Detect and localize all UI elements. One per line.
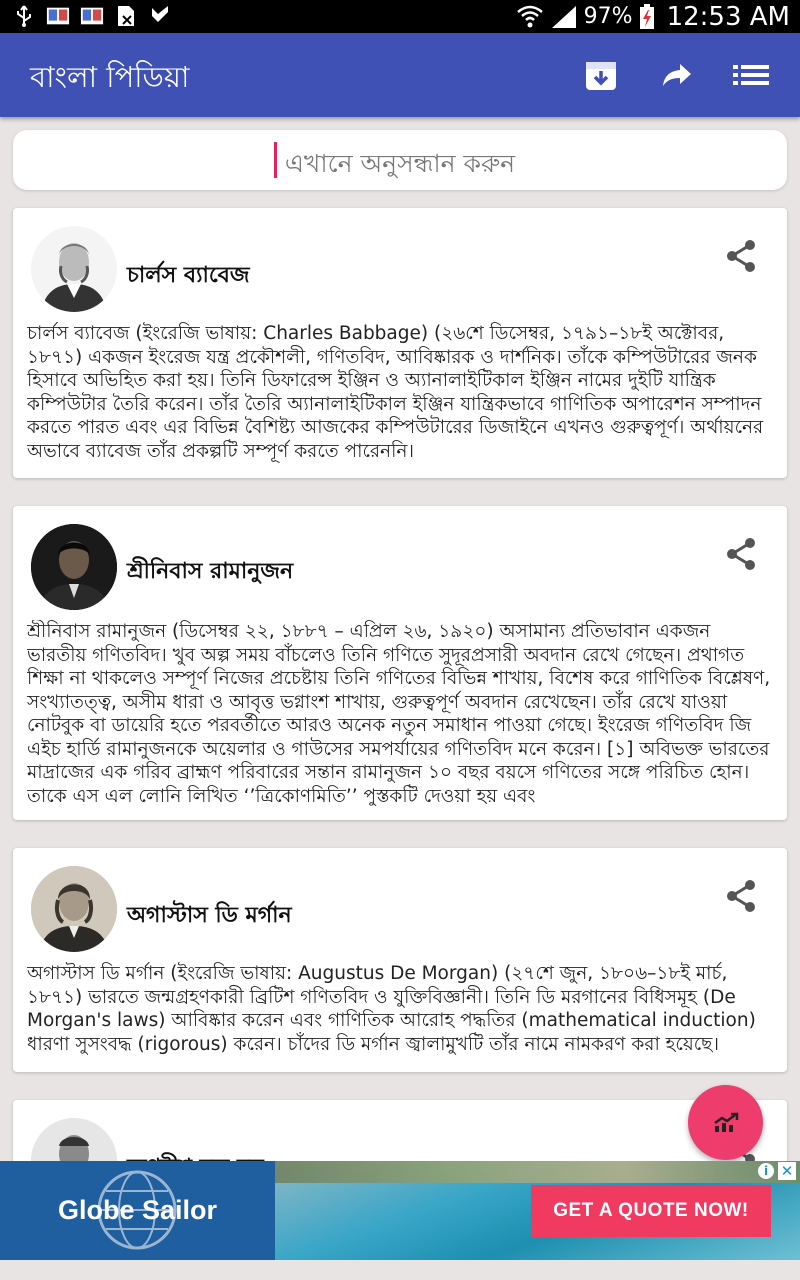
book-app-icon: [80, 4, 104, 28]
ad-brand-name: Globe Sailor: [57, 1195, 218, 1225]
cell-signal-icon: [550, 4, 578, 30]
card-description: চার্লস ব্যাবেজ (ইংরেজি ভাষায়: Charles Babbage) (২৬শে ডিসেম্বর, ১৭৯১–১৮ই অক্টোবর, ১৮৭১) একজন ইংরেজ যন্ত্র প্রকৌশলী, গণিতবিদ, আবিষ্কারক ও দার্শনিক। তাঁকে কম্পিউটারের জনক হিসাবে অভিহিত করা হয়। তিনি ডিফারেন্স ইঞ্জিন ও অ্যানালাইটিকাল ইঞ্জিন নামের দুইটি যান্ত্রিক কম্পিউটার তৈরি করেন। তাঁর তৈরি অ্যানালাইটিকাল ইঞ্জিন যান্ত্রিকভাবে গাণিতিক অপারেশন সম্পাদন করতে পারত এবং এর বিভিন্ন বৈশিষ্ট্য আজকের কম্পিউটারের ডিজাইনে এখনও গুরুত্বপূর্ণ। অর্থায়নের অভাবে ব্যাবেজ তাঁর প্রকল্পটি সম্পূর্ণ করতে পারেননি।: [27, 323, 764, 462]
avatar: [31, 866, 117, 952]
article-card[interactable]: [13, 208, 787, 478]
ad-shore-image: [275, 1161, 800, 1183]
menu-list-button[interactable]: [731, 55, 771, 95]
sim-no-signal-icon: [114, 4, 138, 28]
ad-brand: [0, 1161, 275, 1260]
share-forward-icon: [662, 62, 692, 88]
card-title: চার্লস ব্যাবেজ: [127, 263, 250, 288]
status-bar: [0, 0, 800, 33]
ad-cta-button[interactable]: GET A QUOTE NOW!: [531, 1185, 771, 1237]
ad-banner[interactable]: [0, 1161, 800, 1260]
archive-download-button[interactable]: [581, 55, 621, 95]
ad-close-icon[interactable]: ✕: [778, 1162, 796, 1180]
menu-list-icon: [733, 63, 769, 87]
card-title: অগাস্টাস ডি মর্গান: [127, 903, 292, 928]
battery-icon: [639, 4, 655, 30]
share-icon[interactable]: [723, 878, 759, 914]
article-card[interactable]: [13, 848, 787, 1072]
ad-info-icon[interactable]: i: [758, 1163, 774, 1179]
checkmark-icon: [148, 4, 172, 28]
clock: 12:53 AM: [666, 1, 790, 32]
search-placeholder: এখানে অনুসন্ধান করুন: [284, 149, 516, 178]
share-icon[interactable]: [723, 238, 759, 274]
article-card[interactable]: [13, 506, 787, 820]
trending-up-icon: [713, 1112, 739, 1134]
share-forward-button[interactable]: [657, 55, 697, 95]
avatar: [31, 524, 117, 610]
search-input[interactable]: [13, 130, 787, 190]
book-app-icon: [46, 4, 70, 28]
archive-download-icon: [584, 58, 618, 92]
card-description: অগাস্টাস ডি মর্গান (ইংরেজি ভাষায়: Augustus De Morgan) (২৭শে জুন, ১৮০৬–১৮ই মার্চ, ১৮৭১) ভারতে জন্মগ্রহণকারী ব্রিটিশ গণিতবিদ ও যুক্তিবিজ্ঞানী। তিনি ডি মরগানের বিধিসমূহ (De Morgan's laws) আবিষ্কার করেন এবং গাণিতিক আরোহ পদ্ধতির (mathematical induction) ধারণা সুসংবদ্ধ (rigorous) করেন। চাঁদের ডি মর্গান জ্বালামুখটি তাঁর নামে নামকরণ করা হয়েছে।: [27, 963, 756, 1055]
avatar: [31, 226, 117, 312]
app-title: বাংলা পিডিয়া: [30, 60, 190, 94]
card-description: শ্রীনিবাস রামানুজন (ডিসেম্বর ২২, ১৮৮৭ – এপ্রিল ২৬, ১৯২০) অসামান্য প্রতিভাবান একজন ভারতীয় গণিতবিদ। খুব অল্প সময় বাঁচলেও তিনি গণিতে সুদূরপ্রসারী অবদান রেখে গেছেন। প্রথাগত শিক্ষা না থাকলেও সম্পূর্ণ নিজের প্রচেষ্টায় তিনি গণিতের বিভিন্ন শাখায়, বিশেষ করে গাণিতিক বিশ্লেষণ, সংখ্যাতত্ত্ব, অসীম ধারা ও আবৃত্ত ভগ্নাংশ শাখায়, গুরুত্বপূর্ণ অবদান রেখেছেন। তাঁর রেখে যাওয়া নোটবুক বা ডায়েরি হতে পরবর্তীতে আরও অনেক নতুন সমাধান পাওয়া গেছে। ইংরেজ গণিতবিদ জি এইচ হার্ডি রামানুজনকে অয়েলার ও গাউসের সমপর্যায়ের গণিতবিদ মনে করেন। [১] অবিভক্ত ভারতের মাদ্রাজের এক গরিব ব্রাহ্মণ পরিবারের সন্তান রামানুজন ১০ বছর বয়সে গণিতের সঙ্গে পরিচিত হোন। তাকে এস এল লোনি লিখিত ‘’ত্রিকোণমিতি’’ পুস্তকটি দেওয়া হয় এবং: [27, 621, 771, 806]
trending-fab-button[interactable]: [688, 1085, 763, 1160]
usb-icon: [12, 4, 36, 28]
card-title: শ্রীনিবাস রামানুজন: [127, 559, 294, 584]
battery-percent: 97%: [583, 4, 633, 29]
bottom-spacer: [0, 1260, 800, 1280]
app-bar: [0, 33, 800, 117]
wifi-icon: [516, 4, 544, 30]
share-icon[interactable]: [723, 536, 759, 572]
